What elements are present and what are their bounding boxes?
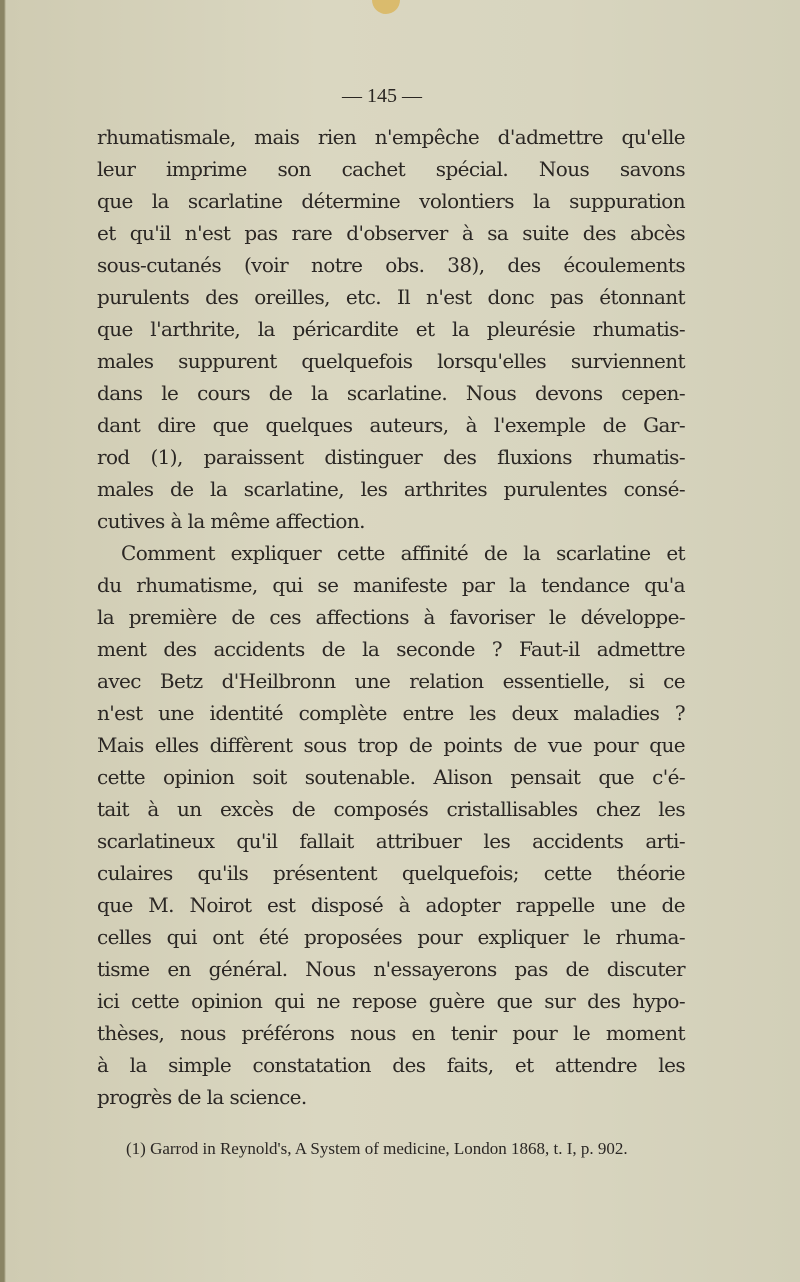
text-line: rhumatismale, mais rien n'empêche d'admettre qu'elle <box>97 125 685 149</box>
text-line: que l'arthrite, la péricardite et la pleurésie rhumatis- <box>97 317 685 341</box>
text-line: dans le cours de la scarlatine. Nous devons cepen- <box>97 381 685 405</box>
text-line: progrès de la science. <box>97 1085 307 1109</box>
text-line: thèses, nous préférons nous en tenir pour le moment <box>97 1021 685 1045</box>
text-line: la première de ces affections à favoriser le développe- <box>97 605 685 629</box>
text-line: culaires qu'ils présentent quelquefois; cette théorie <box>97 861 685 885</box>
text-line: rod (1), paraissent distinguer des fluxions rhumatis- <box>97 445 685 469</box>
text-line: tait à un excès de composés cristallisables chez les <box>97 797 685 821</box>
text-line: purulents des oreilles, etc. Il n'est donc pas étonnant <box>97 285 685 309</box>
text-line: que M. Noirot est disposé à adopter rappelle une de <box>97 893 685 917</box>
text-line: Comment expliquer cette affinité de la scarlatine et <box>121 541 685 565</box>
text-line: que la scarlatine détermine volontiers la suppuration <box>97 189 685 213</box>
paper-stain <box>372 0 400 14</box>
text-line: et qu'il n'est pas rare d'observer à sa suite des abcès <box>97 221 685 245</box>
text-line: males suppurent quelquefois lorsqu'elles surviennent <box>97 349 685 373</box>
body-text <box>97 121 685 1113</box>
text-line: à la simple constatation des faits, et attendre les <box>97 1053 685 1077</box>
text-line: tisme en général. Nous n'essayerons pas de discuter <box>97 957 685 981</box>
text-line: cette opinion soit soutenable. Alison pensait que c'é- <box>97 765 685 789</box>
text-line: celles qui ont été proposées pour expliquer le rhuma- <box>97 925 685 949</box>
text-line: scarlatineux qu'il fallait attribuer les accidents arti- <box>97 829 685 853</box>
footnote: (1) Garrod in Reynold's, A System of medicine, London 1868, t. I, p. 902. <box>126 1139 628 1158</box>
text-line: du rhumatisme, qui se manifeste par la tendance qu'a <box>97 573 685 597</box>
text-line: dant dire que quelques auteurs, à l'exemple de Gar- <box>97 413 685 437</box>
text-line: avec Betz d'Heilbronn une relation essentielle, si ce <box>97 669 685 693</box>
text-line: ici cette opinion qui ne repose guère que sur des hypo- <box>97 989 685 1013</box>
text-line: cutives à la même affection. <box>97 509 365 533</box>
text-line: n'est une identité complète entre les deux maladies ? <box>97 701 685 725</box>
page-number: — 145 — <box>342 85 422 107</box>
text-line: ment des accidents de la seconde ? Faut-il admettre <box>97 637 685 661</box>
text-line: males de la scarlatine, les arthrites purulentes consé- <box>97 477 685 501</box>
text-line: leur imprime son cachet spécial. Nous savons <box>97 157 685 181</box>
text-line: Mais elles diffèrent sous trop de points de vue pour que <box>97 733 685 757</box>
text-line: sous-cutanés (voir notre obs. 38), des écoulements <box>97 253 685 277</box>
